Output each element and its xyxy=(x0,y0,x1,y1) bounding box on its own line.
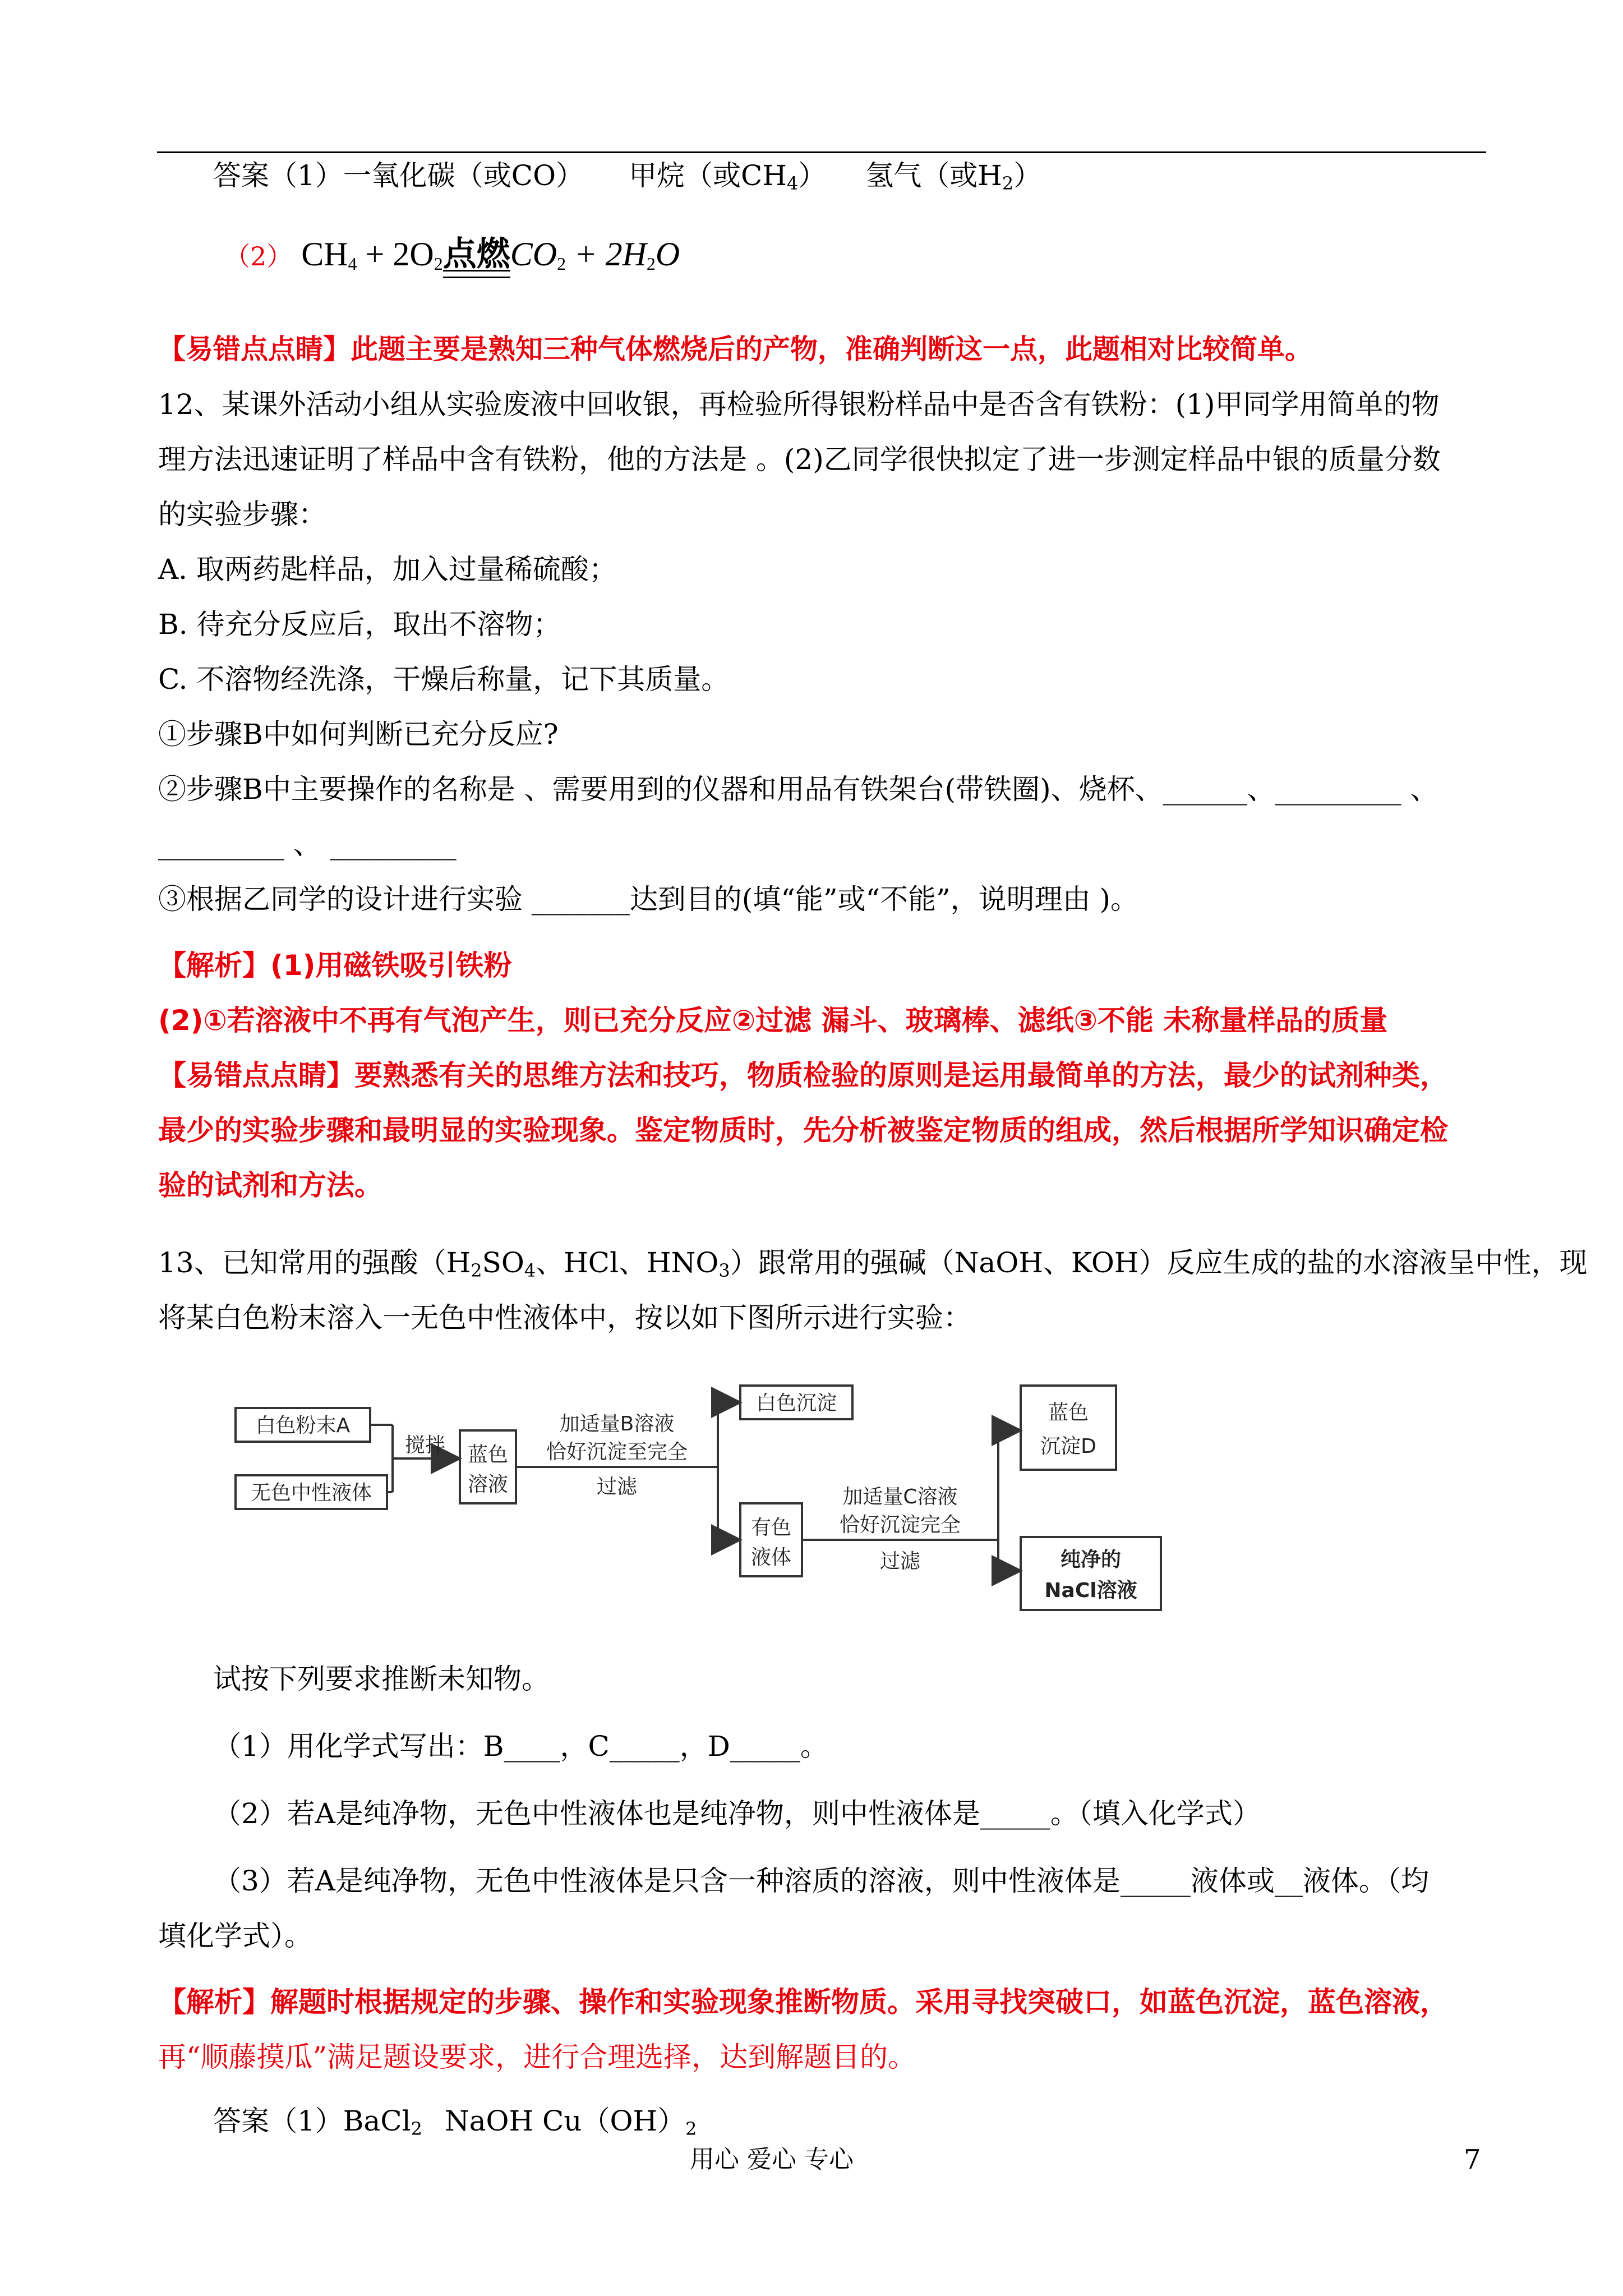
analysis-13-line-1-text: 【解析】解题时根据规定的步骤、操作和实验现象推断物质。采用寻找突破口，如蓝色沉淀，蓝色溶液， xyxy=(158,1985,1448,2018)
q13-line-2: 将某白色粉末溶入一无色中性液体中，按以如下图所示进行实验： xyxy=(158,1301,971,1334)
q13-line-1c: 、HCl、HNO xyxy=(536,1246,719,1279)
label-add-b-1: 加适量B溶液 xyxy=(559,1412,675,1435)
part-2-label: （2） xyxy=(224,241,293,272)
analysis-13-line-2: 再“顺藤摸瓜”满足题设要求，进行合理选择，达到解题目的。 xyxy=(158,2041,916,2073)
q12-line-2: 理方法迅速证明了样品中含有铁粉，他的方法是 。(2)乙同学很快拟定了进一步测定样品中银的质量分数 xyxy=(158,443,1441,476)
label-filter-1: 过滤 xyxy=(596,1475,638,1498)
q13-line-1: 13、已知常用的强酸（$H_2SO_4$、HCl、$HNO_3$）跟常用的强碱（NaOH、KOH）反应生成的盐的水溶液呈中性，现 xyxy=(158,1246,1588,1281)
label-white-powder: 白色粉末A xyxy=(255,1414,351,1437)
label-colorless-liquid: 无色中性液体 xyxy=(250,1481,372,1504)
analysis-12-tip-2: 最少的实验步骤和最明显的实验现象。鉴定物质时，先分析被鉴定物质的组成，然后根据所学知识确定检 xyxy=(158,1114,1448,1147)
formula-condition: 点燃 xyxy=(442,236,510,273)
label-blue-ppt-2: 沉淀D xyxy=(1040,1435,1096,1458)
q12-sub-2b: _________ 、 _________ xyxy=(158,828,457,861)
label-white-precipitate: 白色沉淀 xyxy=(755,1392,837,1415)
formula-ch: CH xyxy=(301,236,348,273)
label-add-c-1: 加适量C溶液 xyxy=(842,1485,958,1508)
label-add-c-2: 恰好沉淀完全 xyxy=(839,1513,961,1536)
answer-11-line: 答案（1）一氧化碳（或CO） 甲烷（或$CH_4$） 氢气（或$H_2$） xyxy=(213,159,1042,194)
analysis-12-line-1: 【解析】(1)用磁铁吸引铁粉 xyxy=(158,949,512,982)
formula-co: CO xyxy=(510,236,557,273)
q12-sub-2a: ②步骤B中主要操作的名称是 、需要用到的仪器和用品有铁架台(带铁圈)、烧杯、______、_________ 、 xyxy=(158,773,1438,806)
q13-line-1b: SO xyxy=(482,1246,524,1279)
answer-11-hydrogen: 氢气（或H xyxy=(865,159,1002,192)
answer-11-methane: 甲烷（或CH xyxy=(629,159,787,192)
analysis-12-tip-1: 【易错点点睛】要熟悉有关的思维方法和技巧，物质检验的原则是运用最简单的方法，最少的试剂种类， xyxy=(158,1059,1448,1092)
q13-part-2: （2）若A是纯净物，无色中性液体也是纯净物，则中性液体是_____。（填入化学式） xyxy=(213,1797,1261,1830)
q13-instruction: 试按下列要求推断未知物。 xyxy=(213,1663,550,1695)
answer-11-formula-line xyxy=(224,234,680,279)
answer-13-line: 答案（1）BaCl$_2$ NaOH $Cu(OH)_2$ xyxy=(213,2105,697,2139)
q13-part-3a: （3）若A是纯净物，无色中性液体是只含一种溶质的溶液，则中性液体是_____液体或__液体。（均 xyxy=(213,1865,1429,1897)
q12-line-1: 12、某课外活动小组从实验废液中回收银，再检验所得银粉样品中是否含有铁粉：(1)甲同学用简单的物 xyxy=(158,388,1440,421)
experiment-flow-diagram xyxy=(224,1369,1178,1616)
q13-line-1d: ）跟常用的强碱（NaOH、KOH）反应生成的盐的水溶液呈中性，现 xyxy=(730,1246,1588,1279)
q12-step-b: B. 待充分反应后，取出不溶物； xyxy=(158,608,561,641)
combustion-equation: $CH_4 + 2O_2$点燃$CO_2 + 2H_2O$ xyxy=(301,236,680,274)
answer-13-bacl: 答案（1）BaCl xyxy=(213,2105,411,2137)
page-number: 7 xyxy=(1464,2144,1481,2175)
answer-13-naoh-cuoh: NaOH Cu（OH） xyxy=(444,2105,686,2137)
q12-sub-1: ①步骤B中如何判断已充分反应? xyxy=(158,718,559,751)
q13-part-1: （1）用化学式写出：B____，C_____，D_____。 xyxy=(213,1730,828,1763)
label-filter-2: 过滤 xyxy=(879,1550,921,1573)
q13-part-3b: 填化学式）。 xyxy=(158,1920,312,1952)
label-pure-1: 纯净的 xyxy=(1060,1548,1122,1571)
label-pure-2: NaCl溶液 xyxy=(1044,1579,1137,1602)
label-blue-ppt-1: 蓝色 xyxy=(1048,1401,1089,1424)
analysis-13-line-1 xyxy=(158,1982,1448,2022)
header-rule xyxy=(157,151,1486,153)
label-colored-2: 液体 xyxy=(750,1546,792,1569)
q12-line-3: 的实验步骤： xyxy=(158,498,326,531)
answer-11-label: 答案（1）一氧化碳（或CO） xyxy=(213,159,584,192)
q12-sub-3: ③根据乙同学的设计进行实验 _______达到目的(填“能”或“不能”，说明理由 )。 xyxy=(158,883,1139,915)
formula-plus-o: + 2O xyxy=(365,236,434,273)
label-blue-solution-2: 溶液 xyxy=(467,1473,509,1496)
label-add-b-2: 恰好沉淀至完全 xyxy=(546,1441,688,1464)
q12-step-a: A. 取两药匙样品，加入过量稀硫酸； xyxy=(158,553,617,586)
label-stir: 搅拌 xyxy=(404,1434,446,1457)
q12-step-c: C. 不溶物经洗涤，干燥后称量，记下其质量。 xyxy=(158,663,730,696)
label-colored-1: 有色 xyxy=(750,1516,792,1539)
label-blue-solution-1: 蓝色 xyxy=(467,1443,509,1466)
analysis-12-tip-3: 验的试剂和方法。 xyxy=(158,1169,382,1202)
tip-11: 【易错点点睛】此题主要是熟知三种气体燃烧后的产物，准确判断这一点，此题相对比较简单。 xyxy=(158,333,1313,365)
footer-motto: 用心 爱心 专心 xyxy=(690,2145,854,2174)
formula-o: O xyxy=(655,236,680,273)
formula-plus-h: + 2H xyxy=(574,236,647,273)
analysis-12-line-2: (2)①若溶液中不再有气泡产生，则已充分反应②过滤 漏斗、玻璃棒、滤纸③不能 未称量样品的质量 xyxy=(158,1004,1388,1037)
q13-line-1a: 13、已知常用的强酸（H xyxy=(158,1246,471,1279)
